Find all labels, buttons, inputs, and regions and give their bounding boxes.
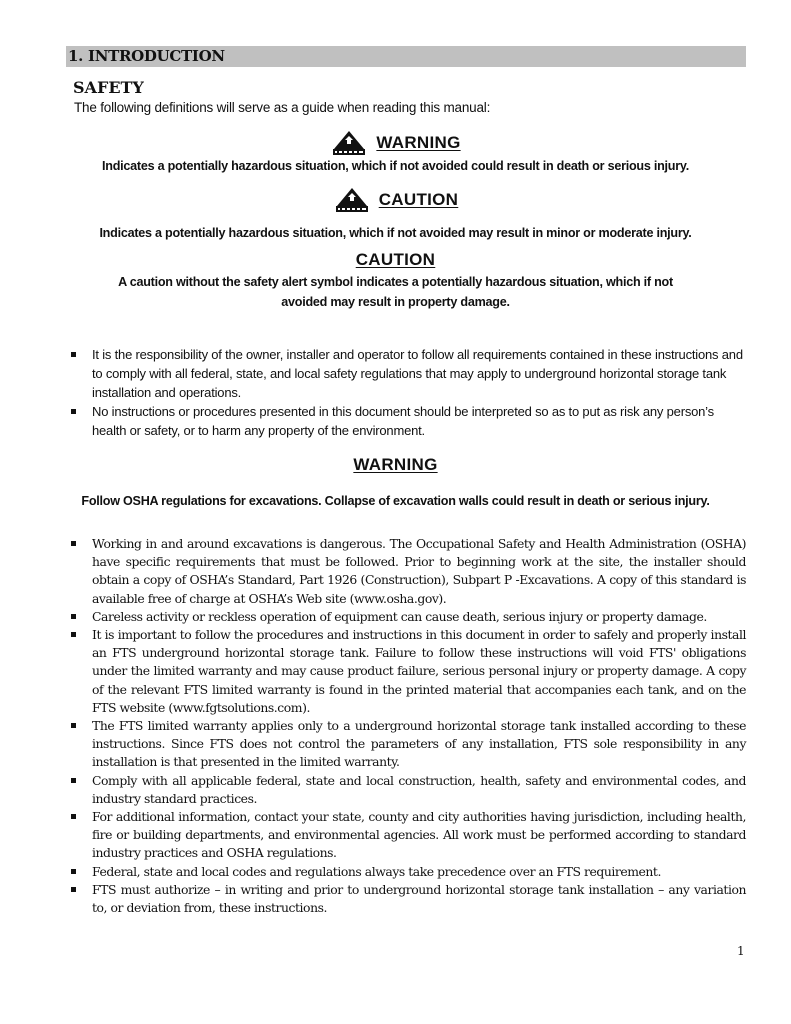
list-item: For additional information, contact your state, county and city authorities having jurisdiction, including health, fire or building departments, and environmental agencies. All work must be performed according to standard industry practices and OSHA regulations. [66, 808, 746, 863]
caution-no-symbol-definition-line1: A caution without the safety alert symbol indicates a potentially hazardous situation, which if not [118, 275, 673, 289]
section-heading-bar [66, 46, 746, 67]
page-number: 1 [737, 944, 745, 958]
safety-alert-icon [330, 130, 368, 156]
safety-heading: SAFETY [73, 78, 144, 97]
list-item: Federal, state and local codes and regulations always take precedence over an FTS requirement. [66, 863, 746, 881]
caution-signal-row [0, 187, 791, 213]
section-heading: 1. INTRODUCTION [68, 47, 225, 65]
safety-alert-icon [333, 187, 371, 213]
list-item: It is the responsibility of the owner, installer and operator to follow all requirements contained in these instructions and to comply with all federal, state, and local safety regulations that may apply to underground horizontal storage tank installation and operations. [66, 345, 746, 402]
caution-label: CAUTION [378, 190, 459, 209]
caution-definition: Indicates a potentially hazardous situation, which if not avoided may result in minor or moderate injury. [99, 226, 692, 240]
list-item: Comply with all applicable federal, state and local construction, health, safety and environmental codes, and industry standard practices. [66, 772, 746, 808]
list-item: No instructions or procedures presented in this document should be interpreted so as to put as risk any person’s health or safety, or to harm any property of the environment. [66, 402, 746, 440]
square-bullet-icon [71, 632, 76, 637]
excavation-warning-text: Follow OSHA regulations for excavations. Collapse of excavation walls could result in death or serious injury. [81, 494, 710, 508]
list-item: FTS must authorize – in writing and prior to underground horizontal storage tank installation – any variation to, or deviation from, these instructions. [66, 881, 746, 917]
excavation-warning-label: WARNING [353, 455, 438, 474]
requirements-list [66, 535, 746, 917]
square-bullet-icon [71, 352, 76, 357]
caution-no-symbol-row [0, 250, 791, 270]
square-bullet-icon [71, 614, 76, 619]
square-bullet-icon [71, 814, 76, 819]
safety-intro: The following definitions will serve as a guide when reading this manual: [74, 100, 491, 115]
warning-label: WARNING [376, 133, 461, 152]
square-bullet-icon [71, 887, 76, 892]
caution-no-symbol-label: CAUTION [355, 250, 436, 269]
square-bullet-icon [71, 723, 76, 728]
square-bullet-icon [71, 869, 76, 874]
list-item: It is important to follow the procedures and instructions in this document in order to safely and properly install an FTS underground horizontal storage tank. Failure to follow these instructions will void FTS' obligations under the limited warranty and may cause product failure, serious personal injury or property damage. A copy of the relevant FTS limited warranty is found in the printed material that accompanies each tank, and on the FTS website (www.fgtsolutions.com). [66, 626, 746, 717]
list-item: The FTS limited warranty applies only to a underground horizontal storage tank installed according to these instructions. Since FTS does not control the parameters of any installation, FTS sole responsibility in any installation is that presented in the limited warranty. [66, 717, 746, 772]
square-bullet-icon [71, 778, 76, 783]
list-item: Careless activity or reckless operation of equipment can cause death, serious injury or property damage. [66, 608, 746, 626]
caution-no-symbol-definition-line2: avoided may result in property damage. [281, 295, 510, 309]
square-bullet-icon [71, 409, 76, 414]
square-bullet-icon [71, 541, 76, 546]
warning-definition: Indicates a potentially hazardous situation, which if not avoided could result in death or serious injury. [102, 159, 689, 173]
responsibility-list [66, 345, 746, 440]
warning-signal-row [0, 130, 791, 156]
list-item: Working in and around excavations is dangerous. The Occupational Safety and Health Administration (OSHA) have specific requirements that must be followed. Prior to beginning work at the site, the installer should obtain a copy of OSHA’s Standard, Part 1926 (Construction), Subpart P -Excavations. A copy of this standard is available free of charge at OSHA’s Web site (www.osha.gov). [66, 535, 746, 608]
excavation-warning-row [0, 455, 791, 475]
